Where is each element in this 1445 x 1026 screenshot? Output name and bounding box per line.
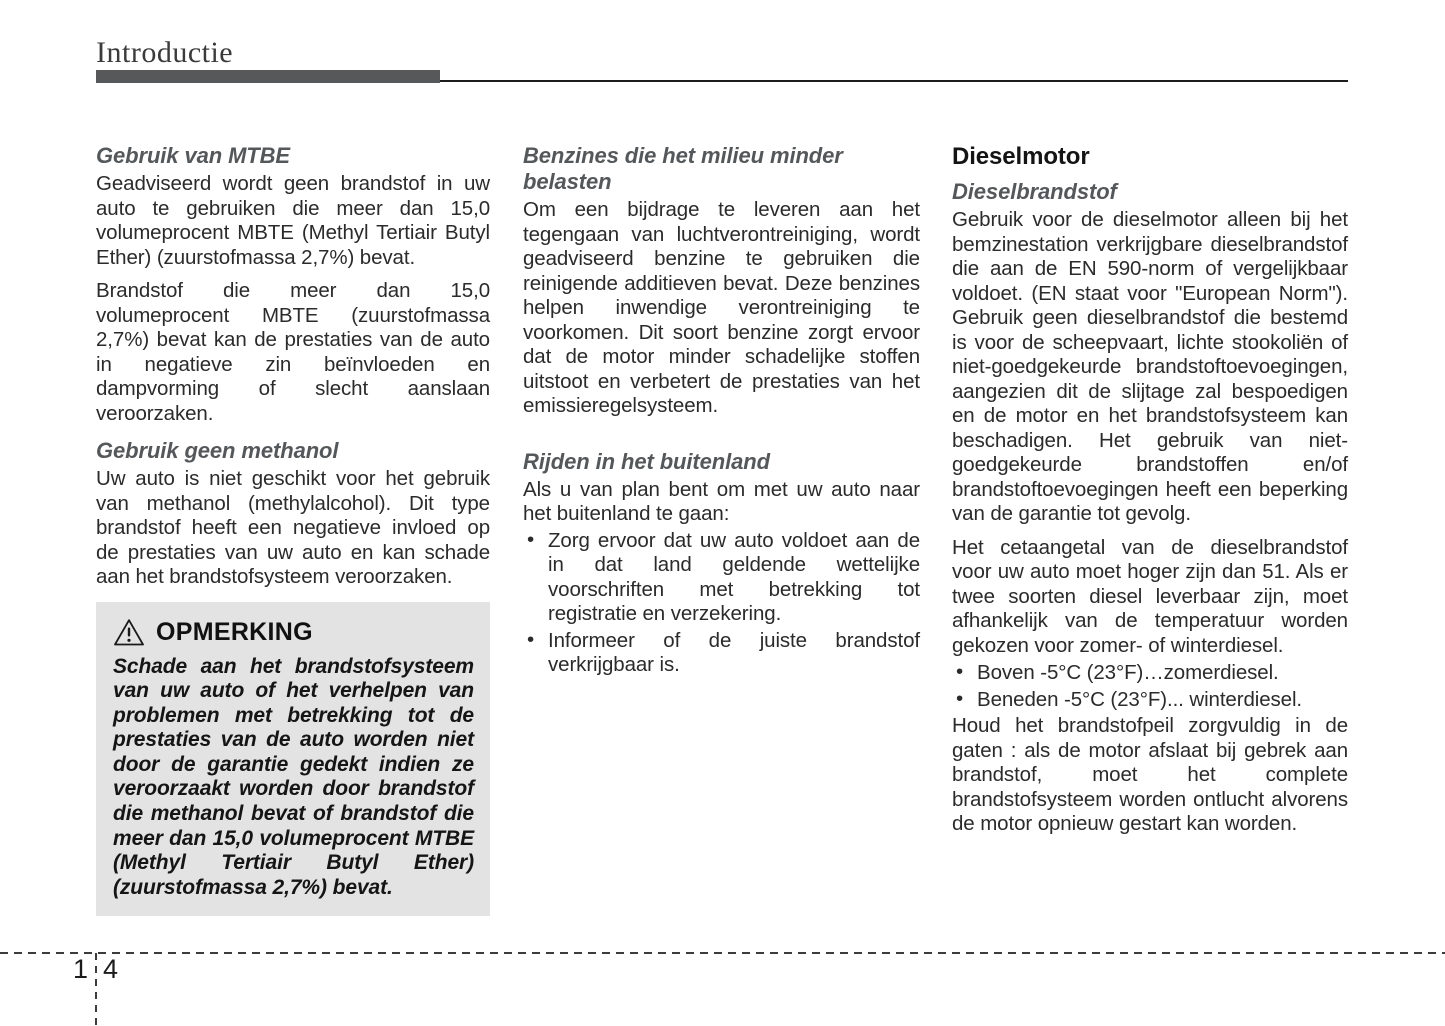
notice-title: OPMERKING — [156, 617, 313, 646]
page-title: Introductie — [96, 36, 234, 69]
section-heading-dieselmotor: Dieselmotor — [952, 143, 1090, 170]
title-underline-bar — [96, 70, 440, 83]
bullet-item: • Beneden -5°C (23°F)... winterdiesel. — [952, 688, 1348, 713]
footer-divider-line — [0, 952, 1445, 954]
column-right — [952, 143, 1348, 846]
paragraph-diesel-2: Het cetaangetal van de dieselbrandstof voor uw auto moet hoger zijn dan 51. Als er twee soorten diesel leverbaar zijn, moet afhankelijk van de temperatuur worden gekozen voor zomer- of winterdiesel. — [952, 535, 1348, 657]
column-left — [96, 143, 490, 916]
paragraph-diesel-3: Houd het brandstofpeil zorgvuldig in de gaten : als de motor afslaat bij gebrek aan brandstof, moet het complete brandstofsysteem worden ontlucht alvorens de motor opnieuw gestart kan worden. — [952, 714, 1348, 835]
footer-chapter-number: 1 — [72, 954, 88, 984]
paragraph-mtbe-1: Geadviseerd wordt geen brandstof in uw auto te gebruiken die meer dan 15,0 volumeprocent MBTE (Methyl Tertiair Butyl Ether) (zuurstofmassa 2,7%) bevat. — [96, 172, 490, 269]
section-heading-methanol: Gebruik geen methanol — [96, 438, 339, 463]
footer-vertical-divider — [95, 953, 97, 1026]
section-heading-mtbe: Gebruik van MTBE — [96, 143, 290, 168]
opmerking-notice-box — [96, 602, 490, 917]
paragraph-methanol: Uw auto is niet geschikt voor het gebruik van methanol (methylalcohol). Dit type brandstof heeft een negatieve invloed op de prestaties van uw auto en kan schade aan het brandstofsysteem veroorzaken. — [96, 467, 490, 588]
bullet-item: • Boven -5°C (23°F)…zomerdiesel. — [952, 661, 1348, 686]
bullet-item: • Zorg ervoor dat uw auto voldoet aan de in dat land geldende wettelijke voorschriften met betrekking tot registratie en verzekering. — [523, 529, 920, 627]
paragraph-mtbe-2: Brandstof die meer dan 15,0 volumeprocent MBTE (zuurstofmassa 2,7%) bevat kan de prestaties van de auto in negatieve zin beïnvloeden en dampvorming of slecht aanslaan veroorzaken. — [96, 279, 490, 425]
warning-triangle-icon — [113, 618, 145, 647]
notice-title-row — [113, 618, 474, 647]
section-heading-buitenland: Rijden in het buitenland — [523, 448, 770, 474]
column-middle — [523, 143, 920, 680]
notice-body: Schade aan het brandstofsysteem van uw auto of het verhelpen van problemen met betrekking tot de prestaties van de auto worden niet door de garantie gedekt indien ze veroorzaakt worden door brandstof die methanol bevat of brandstof die meer dan 15,0 volumeprocent MTBE (Methyl Tertiair Butyl Ether) (zuurstofmassa 2,7%) bevat. — [113, 654, 474, 899]
footer-page-number: 4 — [103, 954, 119, 984]
paragraph-benzines: Om een bijdrage te leveren aan het tegengaan van luchtverontreiniging, wordt geadviseerd benzine te gebruiken die reinigende additieven bevat. Deze benzines helpen inwendige verontreiniging te voorkomen. Dit soort benzine zorgt ervoor dat de motor minder schadelijke stoffen uitstoot en verbetert de prestaties van het emissieregelsysteem. — [523, 198, 920, 417]
paragraph-diesel-1: Gebruik voor de dieselmotor alleen bij het bemzinestation verkrijgbare dieselbrandstof die aan de EN 590-norm of vergelijkbaar voldoet. (EN staat voor "European Norm"). Gebruik geen dieselbrandstof die bestemd is voor de scheepvaart, lichte stookoliën of niet-goedgekeurde brandstoftoevoegingen, aangezien dit de slijtage zal bespoedigen en de motor en het brandstofsysteem kan beschadigen. Het gebruik van niet-goedgekeurde brandstoffen en/of brandstoftoevoegingen heeft een beperking van de garantie tot gevolg. — [952, 208, 1348, 525]
section-heading-benzines: Benzines die het milieu minder belasten — [523, 143, 843, 194]
bullet-item: • Informeer of de juiste brandstof verkrijgbaar is. — [523, 629, 920, 678]
section-heading-dieselbrandstof: Dieselbrandstof — [952, 179, 1117, 204]
paragraph-buitenland-intro: Als u van plan bent om met uw auto naar het buitenland te gaan: — [523, 477, 920, 525]
bullet-list-buitenland — [523, 529, 920, 678]
bullet-list-diesel — [952, 661, 1348, 712]
